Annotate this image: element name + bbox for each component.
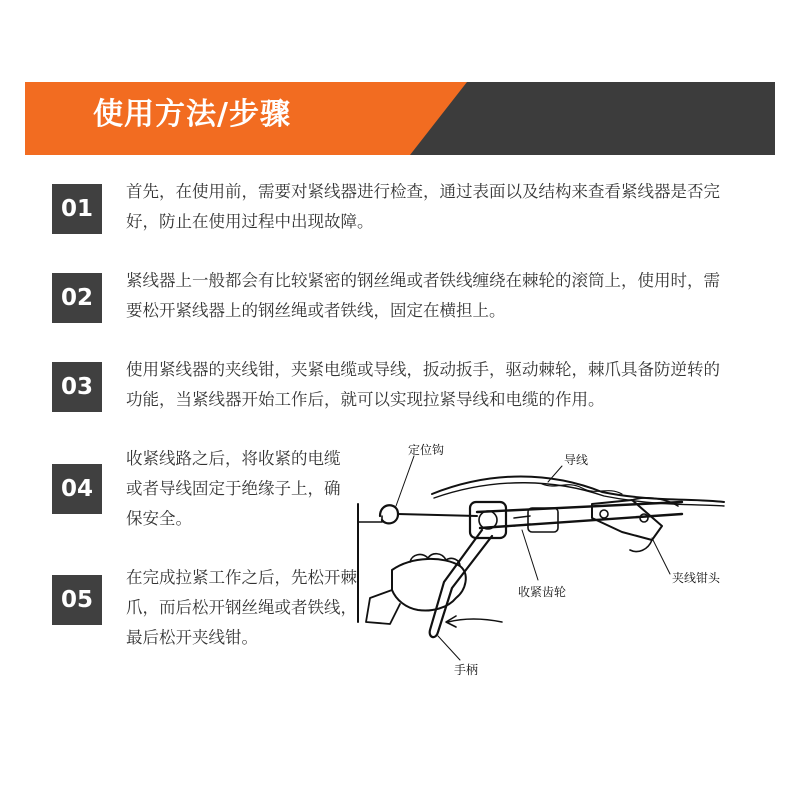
label-ratchet-gear: 收紧齿轮 <box>518 585 567 599</box>
section-header <box>25 82 775 155</box>
step-number-badge: 02 <box>52 273 102 323</box>
step-description: 在完成拉紧工作之后，先松开棘爪，而后松开钢丝绳或者铁线，最后松开夹线钳。 <box>126 568 357 647</box>
step-description: 使用紧线器的夹线钳，夹紧电缆或导线，扳动扳手，驱动棘轮，棘爪具备防逆转的功能，当紧线器开始工作后，就可以实现拉紧导线和电缆的作用。 <box>126 360 720 409</box>
label-clamp-head: 夹线钳头 <box>672 571 721 585</box>
step-description: 收紧线路之后，将收紧的电缆或者导线固定于绝缘子上，确保安全。 <box>126 449 341 528</box>
step-number-badge: 03 <box>52 362 102 412</box>
wire-tensioner-diagram <box>352 432 782 682</box>
step-description: 首先，在使用前，需要对紧线器进行检查，通过表面以及结构来查看紧线器是否完好，防止在使用过程中出现故障。 <box>126 182 720 231</box>
page-title: 使用方法/步骤 <box>93 97 291 132</box>
label-handle: 手柄 <box>454 663 479 677</box>
label-conductor-wire: 导线 <box>564 453 589 467</box>
step-number-badge: 01 <box>52 184 102 234</box>
label-positioning-hook: 定位钩 <box>408 443 445 457</box>
step-number-badge: 05 <box>52 575 102 625</box>
step-number-badge: 04 <box>52 464 102 514</box>
step-description: 紧线器上一般都会有比较紧密的钢丝绳或者铁线缠绕在棘轮的滚筒上，使用时，需要松开紧线器上的钢丝绳或者铁线，固定在横担上。 <box>126 271 720 320</box>
